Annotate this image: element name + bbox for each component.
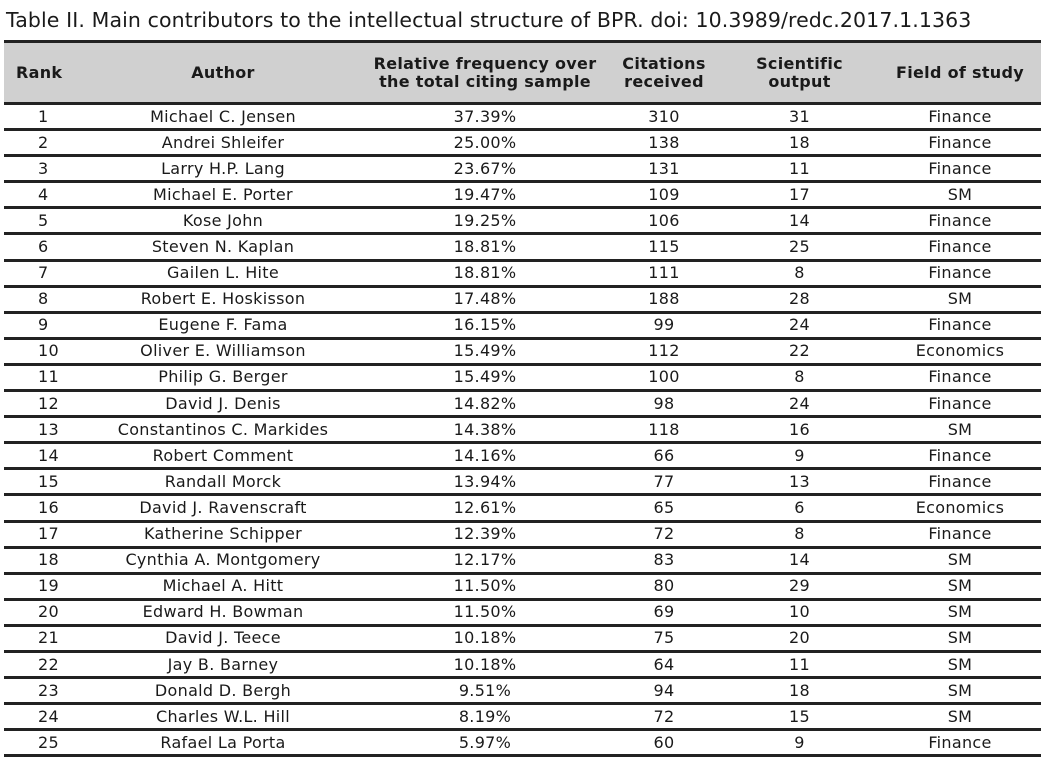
cell-scientific-output: 25 <box>789 237 810 257</box>
cell-field: Finance <box>928 263 992 283</box>
cell-citations: 111 <box>648 263 680 283</box>
cell-scientific-output: 13 <box>789 471 810 491</box>
cell-field: Finance <box>928 237 992 257</box>
cell-rank: 7 <box>38 263 49 283</box>
cell-rank: 15 <box>38 471 59 491</box>
cell-rank: 11 <box>38 367 59 387</box>
cell-citations: 118 <box>648 419 680 439</box>
cell-scientific-output: 22 <box>789 341 810 361</box>
cell-field: Finance <box>928 210 992 230</box>
cell-relative-frequency: 25.00% <box>453 132 517 152</box>
cell-field: SM <box>947 550 973 570</box>
cell-rank: 20 <box>38 602 59 622</box>
header-field: Field of study <box>896 62 1024 82</box>
cell-scientific-output: 9 <box>794 445 805 465</box>
cell-author: David J. Ravenscraft <box>139 497 307 517</box>
cell-relative-frequency: 11.50% <box>453 602 517 622</box>
cell-author: Cynthia A. Montgomery <box>125 550 321 570</box>
cell-author: Jay B. Barney <box>167 654 279 674</box>
cell-relative-frequency: 19.25% <box>453 210 517 230</box>
cell-citations: 109 <box>648 184 680 204</box>
cell-relative-frequency: 14.16% <box>453 445 517 465</box>
cell-relative-frequency: 19.47% <box>453 184 517 204</box>
cell-citations: 98 <box>653 393 675 413</box>
table-body <box>4 104 1041 756</box>
cell-citations: 77 <box>653 471 675 491</box>
cell-citations: 106 <box>648 210 680 230</box>
table-row <box>4 469 1041 495</box>
table-row <box>4 443 1041 469</box>
cell-author: Philip G. Berger <box>158 367 288 387</box>
cell-field: SM <box>947 628 973 648</box>
cell-author: David J. Teece <box>165 628 281 648</box>
cell-scientific-output: 8 <box>794 524 805 544</box>
cell-citations: 75 <box>653 628 675 648</box>
table-row <box>4 338 1041 364</box>
cell-author: Donald D. Bergh <box>154 680 292 700</box>
cell-scientific-output: 18 <box>789 680 810 700</box>
cell-relative-frequency: 16.15% <box>453 315 517 335</box>
cell-field: SM <box>947 289 973 309</box>
header-rank: Rank <box>16 62 63 82</box>
cell-relative-frequency: 12.39% <box>453 524 517 544</box>
cell-scientific-output: 17 <box>789 184 810 204</box>
cell-field: SM <box>947 602 973 622</box>
cell-citations: 188 <box>648 289 680 309</box>
table-row <box>4 730 1041 756</box>
table-row <box>4 599 1041 625</box>
cell-relative-frequency: 12.61% <box>453 497 517 517</box>
cell-field: SM <box>947 654 973 674</box>
cell-author: Larry H.P. Lang <box>161 158 285 178</box>
cell-rank: 3 <box>38 158 49 178</box>
header-row <box>4 42 1041 104</box>
cell-relative-frequency: 9.51% <box>458 680 512 700</box>
cell-author: Gailen L. Hite <box>166 263 280 283</box>
cell-field: Finance <box>928 524 992 544</box>
cell-author: Charles W.L. Hill <box>155 706 291 726</box>
cell-relative-frequency: 15.49% <box>453 341 517 361</box>
cell-author: David J. Denis <box>165 393 281 413</box>
cell-author: Kose John <box>182 210 264 230</box>
cell-citations: 72 <box>653 524 675 544</box>
table-row <box>4 182 1041 208</box>
cell-field: Finance <box>928 315 992 335</box>
cell-rank: 23 <box>38 680 59 700</box>
table-title: Table II. Main contributors to the intellectual structure of BPR. doi: 10.3989/redc.2017.1.1363 <box>6 8 972 32</box>
cell-citations: 80 <box>653 576 675 596</box>
cell-scientific-output: 29 <box>789 576 810 596</box>
cell-rank: 6 <box>38 237 49 257</box>
cell-rank: 18 <box>38 550 59 570</box>
cell-citations: 83 <box>653 550 675 570</box>
cell-citations: 65 <box>653 497 675 517</box>
cell-rank: 9 <box>38 315 49 335</box>
table-row <box>4 391 1041 417</box>
cell-citations: 115 <box>648 237 680 257</box>
table-row <box>4 104 1041 130</box>
table-row <box>4 573 1041 599</box>
cell-relative-frequency: 12.17% <box>453 550 517 570</box>
header-author: Author <box>191 62 255 82</box>
table-row <box>4 625 1041 651</box>
cell-scientific-output: 18 <box>789 132 810 152</box>
cell-author: Katherine Schipper <box>143 524 303 544</box>
cell-author: Rafael La Porta <box>160 732 286 752</box>
table-row <box>4 234 1041 260</box>
cell-citations: 64 <box>653 654 675 674</box>
cell-author: Robert E. Hoskisson <box>140 289 306 309</box>
cell-relative-frequency: 37.39% <box>453 106 517 126</box>
table-header <box>4 42 1041 104</box>
cell-field: SM <box>947 680 973 700</box>
cell-scientific-output: 20 <box>789 628 810 648</box>
cell-field: Finance <box>928 158 992 178</box>
cell-rank: 12 <box>38 393 59 413</box>
cell-author: Michael A. Hitt <box>162 576 284 596</box>
cell-scientific-output: 11 <box>789 654 810 674</box>
cell-citations: 112 <box>648 341 680 361</box>
table-row <box>4 547 1041 573</box>
cell-author: Michael E. Porter <box>153 184 293 204</box>
cell-citations: 138 <box>648 132 680 152</box>
cell-field: Finance <box>928 471 992 491</box>
cell-scientific-output: 6 <box>794 497 805 517</box>
cell-relative-frequency: 14.82% <box>453 393 517 413</box>
cell-citations: 94 <box>653 680 675 700</box>
cell-citations: 69 <box>653 602 675 622</box>
cell-author: Edward H. Bowman <box>142 602 304 622</box>
table-row <box>4 156 1041 182</box>
cell-author: Michael C. Jensen <box>150 106 296 126</box>
cell-scientific-output: 24 <box>789 393 810 413</box>
cell-citations: 66 <box>653 445 675 465</box>
cell-rank: 10 <box>38 341 59 361</box>
cell-relative-frequency: 8.19% <box>458 706 512 726</box>
cell-rank: 14 <box>38 445 59 465</box>
cell-scientific-output: 14 <box>789 210 810 230</box>
table-row <box>4 651 1041 677</box>
table-row <box>4 704 1041 730</box>
header-scientific-output: Scientific output <box>756 53 843 91</box>
cell-author: Eugene F. Fama <box>158 315 288 335</box>
table-row <box>4 364 1041 390</box>
table-row <box>4 208 1041 234</box>
cell-field: SM <box>947 576 973 596</box>
cell-citations: 60 <box>653 732 675 752</box>
cell-rank: 24 <box>38 706 59 726</box>
cell-author: Steven N. Kaplan <box>151 237 295 257</box>
cell-scientific-output: 28 <box>789 289 810 309</box>
cell-author: Andrei Shleifer <box>161 132 285 152</box>
cell-author: Oliver E. Williamson <box>140 341 306 361</box>
cell-author: Robert Comment <box>152 445 294 465</box>
cell-rank: 1 <box>38 106 49 126</box>
cell-rank: 19 <box>38 576 59 596</box>
cell-relative-frequency: 23.67% <box>453 158 517 178</box>
cell-citations: 310 <box>648 106 680 126</box>
cell-scientific-output: 24 <box>789 315 810 335</box>
table-row <box>4 678 1041 704</box>
table-row <box>4 260 1041 286</box>
cell-scientific-output: 10 <box>789 602 810 622</box>
table-row <box>4 130 1041 156</box>
cell-field: Economics <box>915 497 1005 517</box>
cell-citations: 72 <box>653 706 675 726</box>
cell-citations: 131 <box>648 158 680 178</box>
cell-rank: 22 <box>38 654 59 674</box>
cell-scientific-output: 11 <box>789 158 810 178</box>
table-row <box>4 312 1041 338</box>
cell-relative-frequency: 11.50% <box>453 576 517 596</box>
cell-field: Economics <box>915 341 1005 361</box>
cell-rank: 13 <box>38 419 59 439</box>
cell-scientific-output: 8 <box>794 263 805 283</box>
header-relative-frequency: Relative frequency over the total citing sample <box>373 53 597 91</box>
cell-field: Finance <box>928 732 992 752</box>
cell-author: Constantinos C. Markides <box>117 419 329 439</box>
table-row <box>4 521 1041 547</box>
cell-relative-frequency: 15.49% <box>453 367 517 387</box>
cell-scientific-output: 15 <box>789 706 810 726</box>
cell-scientific-output: 8 <box>794 367 805 387</box>
cell-relative-frequency: 18.81% <box>453 263 517 283</box>
cell-author: Randall Morck <box>164 471 282 491</box>
cell-rank: 16 <box>38 497 59 517</box>
cell-relative-frequency: 10.18% <box>453 654 517 674</box>
cell-rank: 25 <box>38 732 59 752</box>
cell-field: SM <box>947 184 973 204</box>
cell-field: SM <box>947 706 973 726</box>
cell-field: Finance <box>928 445 992 465</box>
table-row <box>4 417 1041 443</box>
cell-scientific-output: 16 <box>789 419 810 439</box>
cell-rank: 8 <box>38 289 49 309</box>
cell-field: Finance <box>928 132 992 152</box>
cell-citations: 100 <box>648 367 680 387</box>
cell-rank: 4 <box>38 184 49 204</box>
cell-relative-frequency: 10.18% <box>453 628 517 648</box>
table-row <box>4 286 1041 312</box>
cell-field: Finance <box>928 106 992 126</box>
table-row <box>4 495 1041 521</box>
cell-rank: 21 <box>38 628 59 648</box>
cell-relative-frequency: 18.81% <box>453 237 517 257</box>
contributors-table <box>4 40 1041 757</box>
cell-scientific-output: 31 <box>789 106 810 126</box>
cell-field: Finance <box>928 367 992 387</box>
cell-rank: 17 <box>38 524 59 544</box>
cell-rank: 5 <box>38 210 49 230</box>
cell-relative-frequency: 17.48% <box>453 289 517 309</box>
cell-citations: 99 <box>653 315 675 335</box>
cell-scientific-output: 9 <box>794 732 805 752</box>
cell-relative-frequency: 5.97% <box>458 732 512 752</box>
cell-rank: 2 <box>38 132 49 152</box>
cell-field: SM <box>947 419 973 439</box>
cell-field: Finance <box>928 393 992 413</box>
cell-relative-frequency: 13.94% <box>453 471 517 491</box>
cell-relative-frequency: 14.38% <box>453 419 517 439</box>
cell-scientific-output: 14 <box>789 550 810 570</box>
header-citations: Citations received <box>622 53 706 91</box>
